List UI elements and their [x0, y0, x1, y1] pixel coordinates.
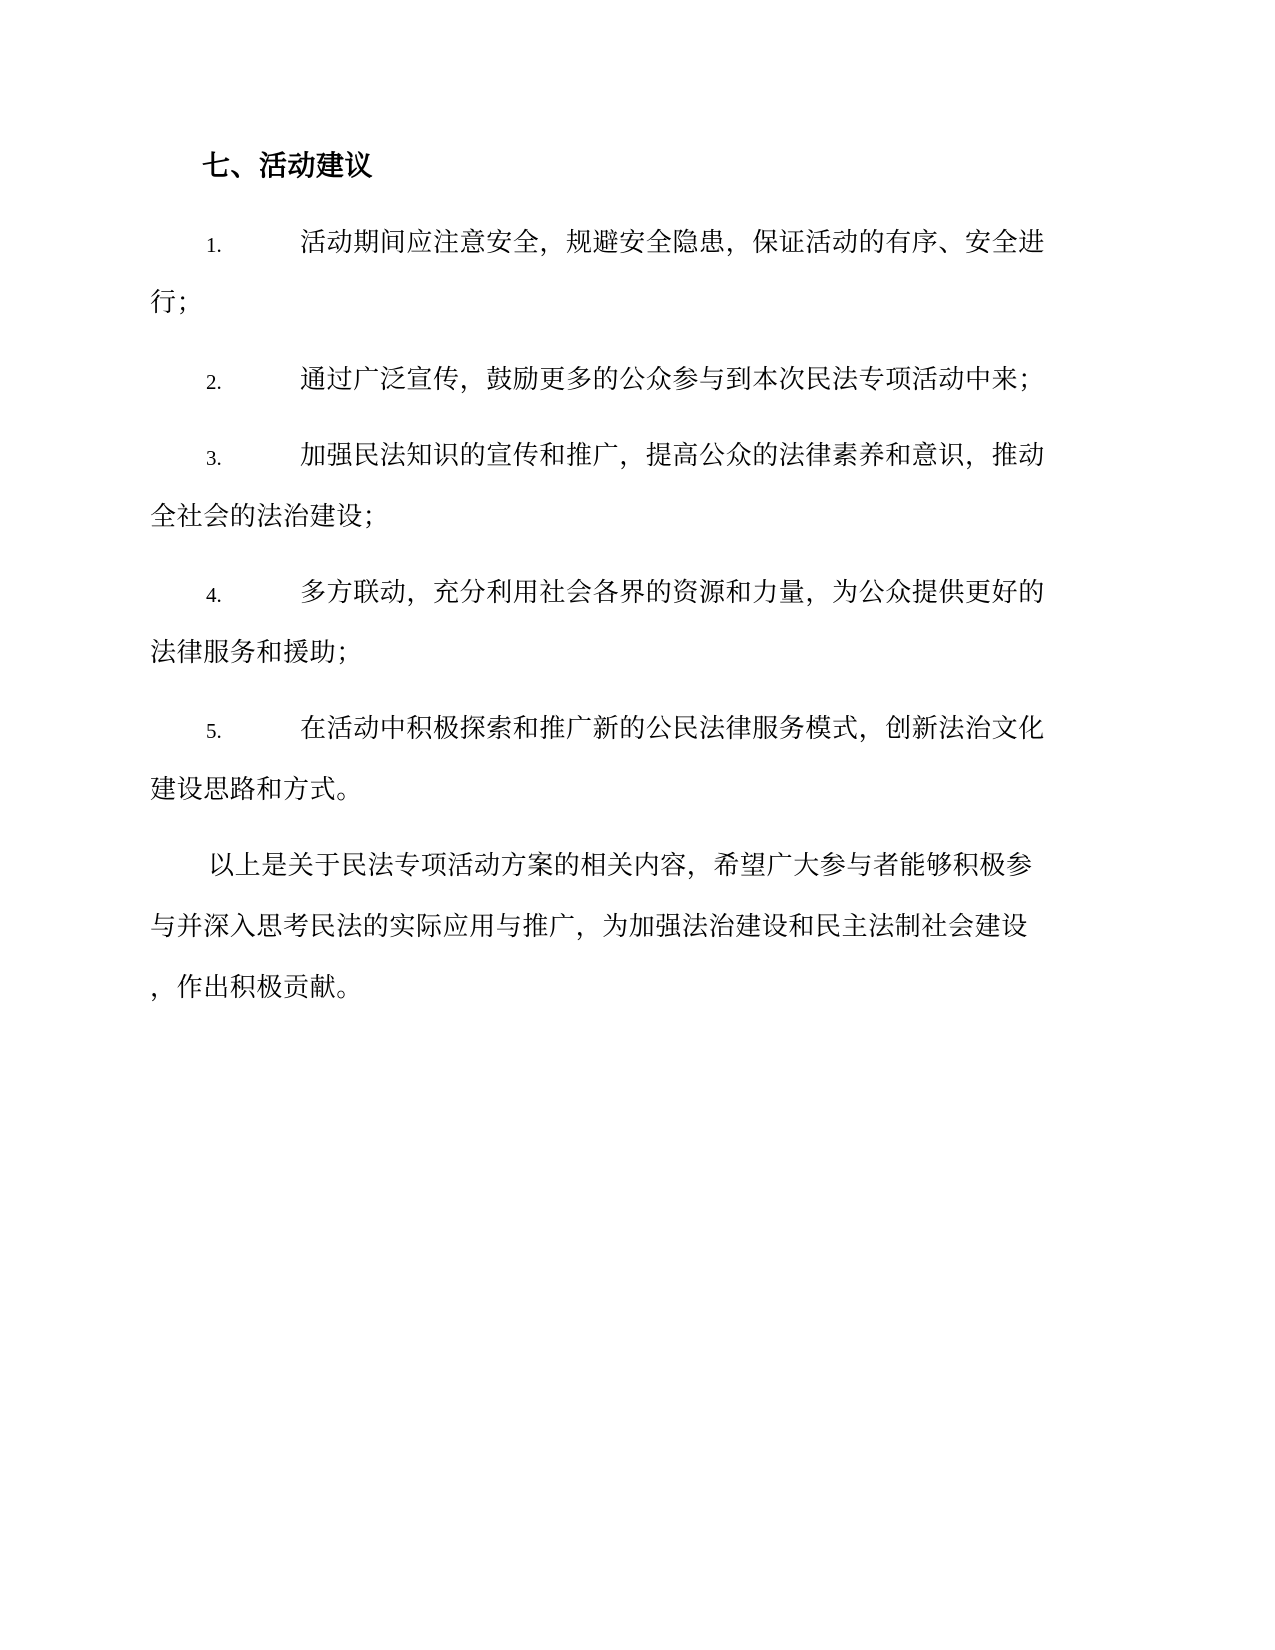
list-item-number: 3.: [206, 446, 222, 470]
conclusion-paragraph-line: 与并深入思考民法的实际应用与推广，为加强法治建设和民主法制社会建设: [150, 912, 1028, 942]
list-item-text-continued: 法律服务和援助；: [150, 638, 363, 668]
list-item-number: 5.: [206, 719, 222, 743]
list-item-text: 活动期间应注意安全，规避安全隐患，保证活动的有序、安全进: [300, 228, 1045, 258]
conclusion-paragraph-line: 以上是关于民法专项活动方案的相关内容，希望广大参与者能够积极参: [208, 851, 1033, 881]
list-item-number: 2.: [206, 370, 222, 394]
list-item-text: 在活动中积极探索和推广新的公民法律服务模式，创新法治文化: [300, 714, 1045, 744]
list-item-text: 加强民法知识的宣传和推广，提高公众的法律素养和意识，推动: [300, 441, 1045, 471]
list-item-text-continued: 行；: [150, 288, 204, 318]
conclusion-paragraph-line: ，作出积极贡献。: [150, 973, 363, 1003]
list-item-text: 通过广泛宣传，鼓励更多的公众参与到本次民法专项活动中来；: [300, 365, 1045, 395]
list-item-text-continued: 建设思路和方式。: [150, 775, 363, 805]
list-item-text-continued: 全社会的法治建设；: [150, 502, 390, 532]
section-heading: 七、活动建议: [202, 149, 374, 182]
list-item-number: 1.: [206, 233, 222, 257]
list-item-number: 4.: [206, 583, 222, 607]
list-item-text: 多方联动，充分利用社会各界的资源和力量，为公众提供更好的: [300, 578, 1045, 608]
